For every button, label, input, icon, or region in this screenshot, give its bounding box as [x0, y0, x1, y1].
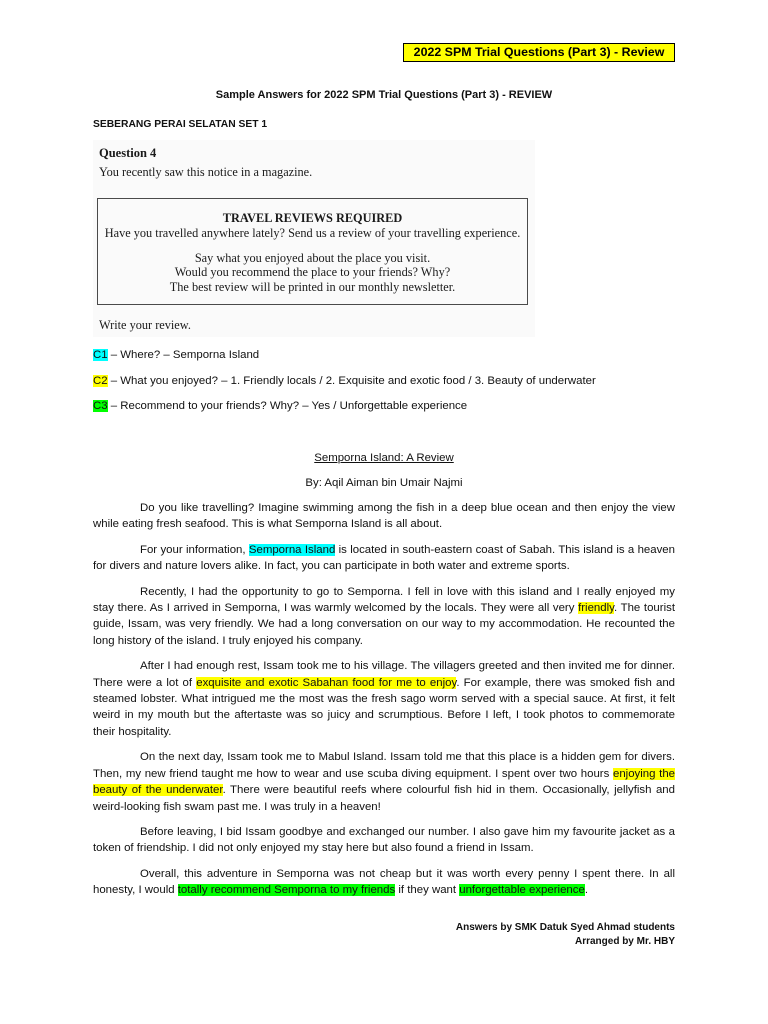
content-points [93, 347, 675, 424]
paragraph-text: For your information, [140, 543, 249, 556]
content-point-text: – What you enjoyed? – 1. Friendly locals / 2. Exquisite and exotic food / 3. Beauty of underwater [110, 374, 596, 387]
set-heading: SEBERANG PERAI SELATAN SET 1 [93, 119, 268, 130]
content-point-code: C3 [93, 400, 108, 413]
question-instruction: Write your review. [99, 318, 191, 332]
paragraph-text: . There were beautiful reefs where colourful fish hid in them. Occasionally, jellyfish and weird-looking fish swam past me. I was truly in a heaven! [93, 784, 675, 813]
review-body [93, 500, 675, 908]
notice-line: Say what you enjoyed about the place you visit. [194, 250, 431, 265]
credits [93, 921, 675, 949]
paragraph-text: After I had enough rest, Issam took me to his village. The villagers greeted and then invited me for dinner. There were a lot of [93, 660, 675, 689]
review-paragraph-6 [93, 824, 675, 857]
paragraph-text: . [584, 884, 588, 897]
paragraph-text: . The tourist guide, Issam, was very friendly. We had a long conversation on our way to my accommodation. He recounted the long history of the island. I truly enjoyed his company. [93, 602, 675, 647]
review-paragraph-7 [93, 866, 675, 899]
content-point-c1 [93, 347, 675, 363]
review-paragraph-4 [93, 658, 675, 740]
highlighted-phrase: totally recommend Semporna to my friends [177, 884, 396, 897]
document-title: Sample Answers for 2022 SPM Trial Questions (Part 3) - REVIEW [215, 89, 553, 101]
paragraph-text: Recently, I had the opportunity to go to Semporna. I fell in love with this island and I really enjoyed my stay there. As I arrived in Semporna, I was warmly welcomed by the locals. They were all very [93, 585, 675, 615]
content-point-text: – Recommend to your friends? Why? – Yes / Unforgettable experience [110, 400, 468, 413]
paragraph-text: On the next day, Issam took me to Mabul Island. Issam told me that this place is a hidden gem for divers. Then, my new friend taught me how to wear and use scuba diving equipment. I spent over two hours [93, 751, 675, 780]
notice-line: Would you recommend the place to your friends? Why? [174, 265, 451, 279]
notice-box [97, 198, 528, 305]
paragraph-text: Overall, this adventure in Semporna was not cheap but it was worth every penny I spent there. In all honesty, I would [93, 867, 675, 897]
highlighted-phrase: friendly [578, 602, 615, 615]
review-title: Semporna Island: A Review [314, 452, 454, 464]
review-paragraph-1 [93, 500, 675, 533]
series-tag: 2022 SPM Trial Questions (Part 3) - Review [403, 43, 675, 62]
notice-line: Have you travelled anywhere lately? Send us a review of your travelling experience. [104, 225, 521, 240]
content-point-code: C1 [93, 349, 108, 361]
content-point-text: – Where? – Semporna Island [110, 349, 260, 361]
paragraph-text: if they want [395, 884, 460, 897]
content-point-c2 [93, 373, 675, 389]
credits-authors: Answers by SMK Datuk Syed Ahmad students [455, 922, 675, 933]
review-paragraph-5 [93, 749, 675, 815]
paragraph-text: is located in south-eastern coast of Sabah. This island is a heaven for divers and nature lovers alike. In fact, you can participate in both water and extreme sports. [93, 543, 675, 573]
highlighted-phrase: unforgettable experience [459, 884, 585, 897]
content-point-c3 [93, 398, 675, 414]
highlighted-phrase: Semporna Island [248, 543, 336, 556]
review-paragraph-3 [93, 584, 675, 650]
question-image [93, 140, 535, 337]
content-point-code: C2 [93, 374, 108, 387]
credits-arranger: Arranged by Mr. HBY [574, 936, 675, 947]
paragraph-text: Before leaving, I bid Issam goodbye and exchanged our number. I also gave him my favourite jacket as a token of friendship. I did not only enjoyed my stay here but also found a friend in Issam. [93, 825, 675, 855]
question-label: Question 4 [99, 146, 157, 160]
highlighted-phrase: enjoying the beauty of the underwater [93, 767, 676, 797]
question-intro: You recently saw this notice in a magazine. [99, 165, 313, 179]
review-byline: By: Aqil Aiman bin Umair Najmi [305, 477, 463, 489]
notice-heading: TRAVEL REVIEWS REQUIRED [222, 211, 403, 225]
review-paragraph-2 [93, 542, 675, 575]
paragraph-text: . For example, there was smoked fish and steamed lobster. What intrigued me the most was the fresh sago worm served with a special sauce. At first, it felt weird in my mouth but the aftertaste was so juicy and scrumptious. Before I left, I took photos to commemorate their hospitality. [93, 676, 676, 738]
highlighted-phrase: exquisite and exotic Sabahan food for me to enjoy [196, 676, 457, 689]
notice-line: The best review will be printed in our monthly newsletter. [169, 279, 456, 294]
paragraph-text: Do you like travelling? Imagine swimming among the fish in a deep blue ocean and then enjoy the view while eating fresh seafood. This is what Semporna Island is all about. [93, 502, 675, 531]
